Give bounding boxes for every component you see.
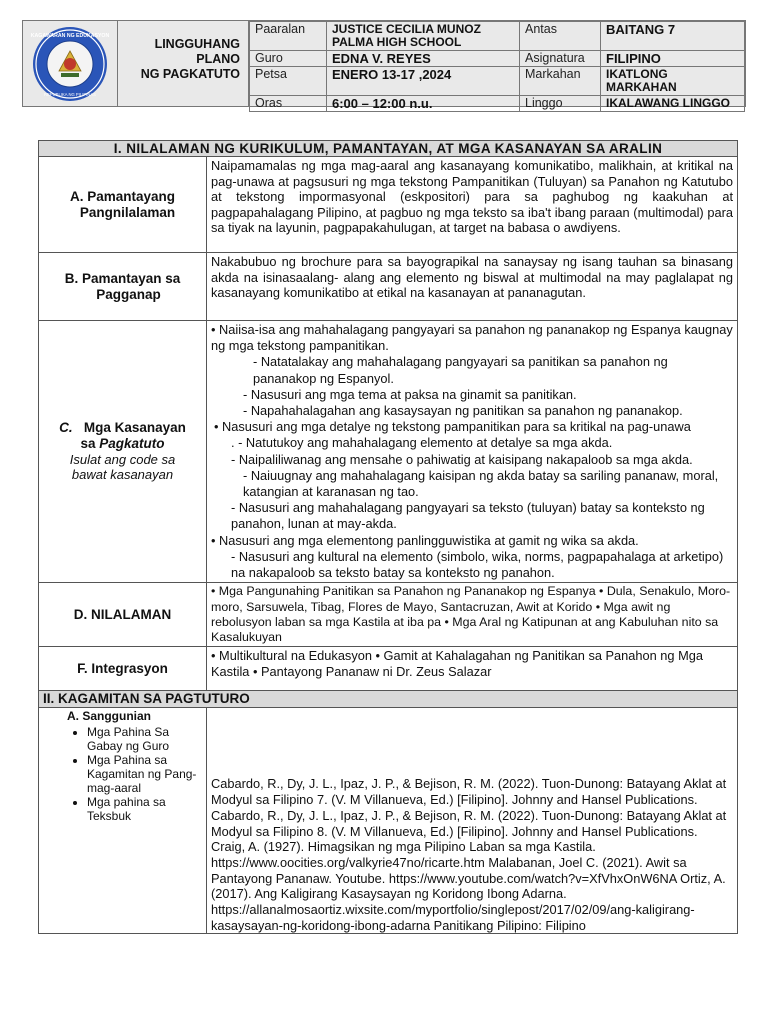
school-label: Paaralan [250,22,327,51]
teacher-label: Guro [250,51,327,67]
performance-standard-label-line: B. Pamantayan sa [64,270,181,286]
competency-item: - Napahahalagahan ang kasaysayan ng panitikan sa panahon ng pananakop. [243,403,683,419]
week-value: IKALAWANG LINGGO [601,96,745,112]
references-bullets [67,725,202,823]
subject-label: Asignatura [520,51,601,67]
plan-title-line: PLANO [196,52,240,66]
content-text: • Mga Pangunahing Panitikan sa Panahon ng Pananakop ng Espanya • Dula, Senakulo, Moro-moro, Sarsuwela, Tibag, Flores de Mayo, Santacruzan, Awit at Korido • Mga awit ng rebolusyon laban sa mga Kastila at iba pa • Mga Aral ng Katipunan at ang Kabuluhan nito sa Kasalukuyan [207,583,738,647]
plan-title-line: LINGGUHANG [154,37,240,51]
references-label: A. Sanggunian [67,709,151,724]
competency-item: - Nasusuri ang kultural na elemento (simbolo, wika, norms, pagpapahalaga at arketipo) na nakapaloob sa teksto batay sa konteksto ng panahon. [231,548,724,581]
deped-seal-icon [31,25,109,103]
reference-bullet: • Mga Pahina Sa Gabay ng Guro [87,725,202,753]
competency-item: - Naiuugnay ang mahahalagang kaisipan ng akda batay sa sariling pananaw, moral, katangian at karanasan ng tao. [243,467,719,500]
time-value: 6:00 – 12:00 n.u. [327,96,520,112]
lesson-plan-table [38,140,738,934]
content-standard-text: Naipamamalas ng mga mag-aaral ang kasanayang komunikatibo, malikhain, at kritikal na pag-unawa at pagsusuri ng mga tekstong Pampanitikan (Tuluyan) sa Panahon ng Katutubo at tekstong impormasyonal (eskpositori) para sa paghubog ng kaakuhan at pagpapahalagang Pilipino, at pagbuo ng mga teksto sa iba't ibang paraan (multimodal) para sa tiyak na layunin, pagpapakahulugan, at target na babasa o awdiyens. [207,157,738,253]
quarter-value: IKATLONG MARKAHAN [601,67,745,96]
competency-item: - Naipaliliwanag ang mensahe o pahiwatig at kaisipang nakapaloob sa mga akda. [231,451,693,467]
integration-label: F. Integrasyon [39,647,207,691]
competencies-note: bawat kasanayan [71,467,174,483]
references-label-cell [39,708,207,934]
date-value: ENERO 13-17 ,2024 [327,67,520,96]
reference-bullet: • Mga Pahina sa Kagamitan ng Pang-mag-aaral [87,753,202,795]
competency-item: - Nasusuri ang mahahalagang pangyayari sa teksto (tuluyan) batay sa konteksto ng panahon, lunan at may-akda. [231,500,705,532]
section2-title: II. KAGAMITAN SA PAGTUTURO [39,691,738,708]
plan-title-line: NG PAGKATUTO [140,67,240,81]
time-label: Oras [250,96,327,112]
content-standard-label [39,157,207,253]
content-label: D. NILALAMAN [39,583,207,647]
competency-item: • Naiisa-isa ang mahahalagang pangyayari sa panahon ng pananakop ng Espanya kaugnay ng mga tekstong pampanitikan. [211,322,733,354]
competency-item: - Nasusuri ang mga tema at paksa na ginamit sa panitikan. [243,386,577,402]
competencies-label-line [43,436,202,452]
teacher-value: EDNA V. REYES [327,51,520,67]
competency-item: • Nasusuri ang mga elementong panlingguwistika at gamit ng wika sa akda. [211,532,639,548]
seal-ring-text: KAGAWARAN NG EDUKASYON [31,33,109,39]
competencies-sa: sa [80,436,100,452]
subject-value: FILIPINO [601,51,745,67]
performance-standard-text: Nakabubuo ng brochure para sa bayograpikal na sanaysay ng isang tauhan sa binasang akda na isinasaalang- alang ang elemento ng biswal at multimodal na may paglalapat ng kasanayang komunikatibo at etikal na kasanayan at pananagutan. [207,253,738,321]
competency-item: • Nasusuri ang mga detalye ng tekstong pampanitikan para sa kritikal na pag-unawa [214,419,691,435]
grade-value: BAITANG 7 [601,22,745,51]
performance-standard-label-line: Pagganap [96,286,161,302]
logo-cell [23,21,118,106]
quarter-label: Markahan [520,67,601,96]
competency-item: . - Natutukoy ang mahahalagang elemento at detalye sa mga akda. [231,435,613,451]
competencies-title: Mga Kasanayan [83,420,186,436]
section1-title: I. NILALAMAN NG KURIKULUM, PAMANTAYAN, AT MGA KASANAYAN SA ARALIN [39,141,738,157]
competencies-pagkatuto: Pagkatuto [99,436,165,452]
content-standard-label-line: A. Pamantayang [69,188,176,204]
seal-bottom-text: REPUBLIKA NG PILIPINAS [44,92,96,97]
school-value-line: JUSTICE CECILIA MUNOZ [332,22,481,36]
grade-label: Antas [520,22,601,51]
competencies-letter: C. [59,420,73,436]
reference-bullet: • Mga pahina sa Teksbuk [87,795,202,823]
competencies-list [207,321,738,583]
plan-title [117,21,249,106]
school-value-line: PALMA HIGH SCHOOL [332,35,462,49]
competency-item: - Natatalakay ang mahahalagang pangyayari sa panitikan sa panahon ng pananakop ng Espanyol. [253,354,668,386]
school-value [327,22,520,51]
competencies-label [39,321,207,583]
header-box [22,20,746,111]
references-text: Cabardo, R., Dy, J. L., Ipaz, J. P., & Bejison, R. M. (2022). Tuon-Dunong: Batayang Aklat at Modyul sa Filipino 7. (V. M Villanueva, Ed.) [Filipino]. Johnny and Hansel Publications. Cabardo, R., Dy, J. L., Ipaz, J. P., & Bejison, R. M. (2022). Tuon-Dunong: Batayang Aklat at Modyul sa Filipino 8. (V. M Villanueva, Ed.) [Filipino]. Johnny and Hansel Publications. Craig, A. (1927). Himagsikan ng mga Pilipino Laban sa mga Kastila. https://www.oocities.org/valkyrie47no/ricarte.htm Malabanan, Joel C. (2021). Awit sa Pantayong Pananaw. Youtube. https://www.youtube.com/watch?v=XfVhxOnW6NA Ortiz, A. (2017). Ang Kaligirang Kasaysayan ng Koridong Ibong Adarna. https://allanalmosaortiz.wixsite.com/myportfolio/singlepost/2017/02/09/ang-kaligirang-kasaysayan-ng-koridong-ibong-adarna Panitikang Pilipino: Filipino [207,708,738,934]
header-info-grid [249,21,745,112]
date-label: Petsa [250,67,327,96]
integration-text: • Multikultural na Edukasyon • Gamit at Kahalagahan ng Panitikan sa Panahon ng Mga Kastila • Pantayong Pananaw ni Dr. Zeus Salazar [207,647,738,691]
week-label: Linggo [520,96,601,112]
content-standard-label-line: Pangnilalaman [79,204,176,220]
competencies-label-line [43,420,202,436]
competencies-note: Isulat ang code sa [69,451,176,467]
performance-standard-label [39,253,207,321]
